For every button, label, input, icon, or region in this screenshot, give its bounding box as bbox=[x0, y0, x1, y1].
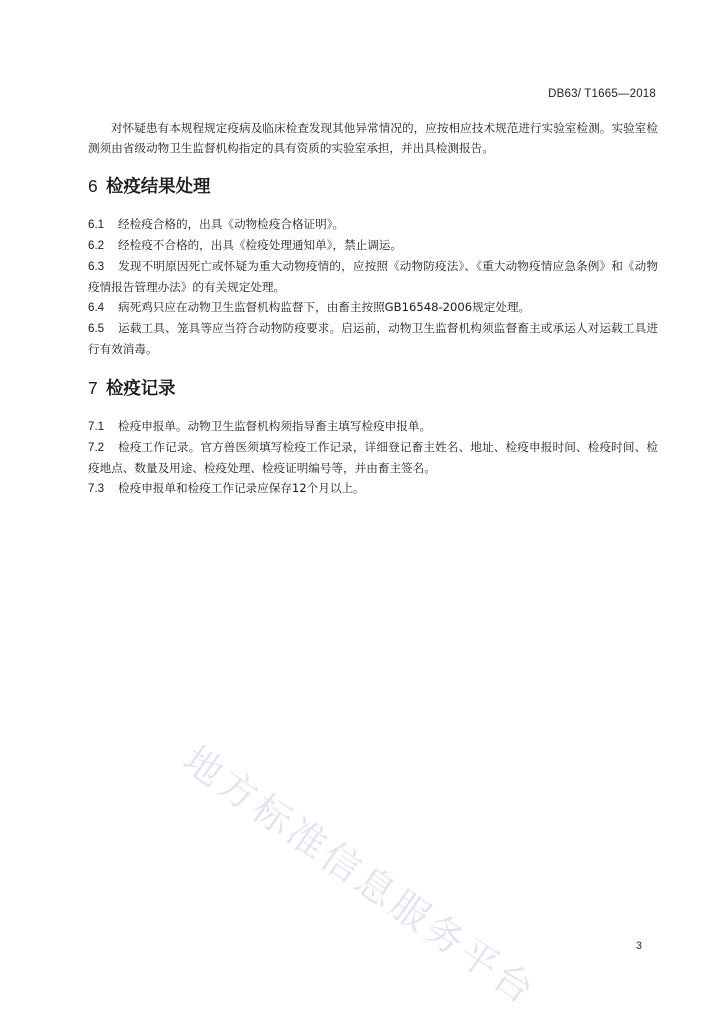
clause-number: 7.2 bbox=[88, 441, 105, 454]
section-6-clauses bbox=[88, 214, 658, 359]
clause-6-5 bbox=[88, 318, 658, 359]
clause-text: 经检疫不合格的，出具《检疫处理通知单》，禁止调运。 bbox=[118, 238, 403, 252]
watermark-text: 地方标准信息服务平台 bbox=[175, 737, 545, 1015]
intro-paragraph: 对怀疑患有本规程规定疫病及临床检查发现其他异常情况的，应按相应技术规范进行实验室检测。实验室检测须由省级动物卫生监督机构指定的具有资质的实验室承担，并出具检测报告。 bbox=[88, 121, 658, 155]
clause-6-2 bbox=[88, 235, 658, 256]
clause-text: 病死鸡只应在动物卫生监督机构监督下，由畜主按照GB16548-2006规定处理。 bbox=[118, 300, 531, 314]
section-7-clauses bbox=[88, 416, 658, 499]
page-number: 3 bbox=[635, 940, 642, 952]
section-7-title: 检疫记录 bbox=[106, 379, 176, 399]
clause-text: 运载工具、笼具等应当符合动物防疫要求。启运前，动物卫生监督机构须监督畜主或承运人对运载工具进行有效消毒。 bbox=[88, 321, 658, 356]
clause-number: 6.2 bbox=[88, 239, 105, 252]
section-6-title: 检疫结果处理 bbox=[106, 177, 211, 197]
page-content bbox=[88, 118, 658, 499]
clause-6-3 bbox=[88, 256, 658, 297]
section-7-number: 7 bbox=[88, 378, 98, 398]
clause-number: 7.1 bbox=[88, 420, 105, 433]
clause-text: 检疫申报单和检疫工作记录应保存12个月以上。 bbox=[118, 481, 365, 495]
clause-6-1 bbox=[88, 214, 658, 235]
clause-text: 检疫工作记录。官方兽医须填写检疫工作记录，详细登记畜主姓名、地址、检疫申报时间、检疫时间、检疫地点、数量及用途、检疫处理、检疫证明编号等，并由畜主签名。 bbox=[88, 440, 658, 475]
clause-number: 6.1 bbox=[88, 218, 105, 231]
clause-text: 发现不明原因死亡或怀疑为重大动物疫情的，应按照《动物防疫法》、《重大动物疫情应急条例》和《动物疫情报告管理办法》的有关规定处理。 bbox=[88, 259, 658, 294]
section-6-heading bbox=[88, 176, 658, 197]
section-7-heading bbox=[88, 378, 658, 399]
clause-7-1 bbox=[88, 416, 658, 437]
clause-text: 经检疫合格的，出具《动物检疫合格证明》。 bbox=[118, 217, 345, 231]
clause-7-3 bbox=[88, 478, 658, 499]
clause-number: 7.3 bbox=[88, 482, 105, 495]
clause-number: 6.5 bbox=[88, 322, 105, 335]
clause-number: 6.4 bbox=[88, 301, 105, 314]
clause-7-2 bbox=[88, 437, 658, 478]
standard-code-header: DB63/ T1665—2018 bbox=[548, 88, 656, 100]
section-6-number: 6 bbox=[88, 176, 98, 196]
clause-text: 检疫申报单。动物卫生监督机构须指导畜主填写检疫申报单。 bbox=[118, 419, 432, 433]
clause-number: 6.3 bbox=[88, 260, 105, 273]
clause-6-4 bbox=[88, 297, 658, 318]
